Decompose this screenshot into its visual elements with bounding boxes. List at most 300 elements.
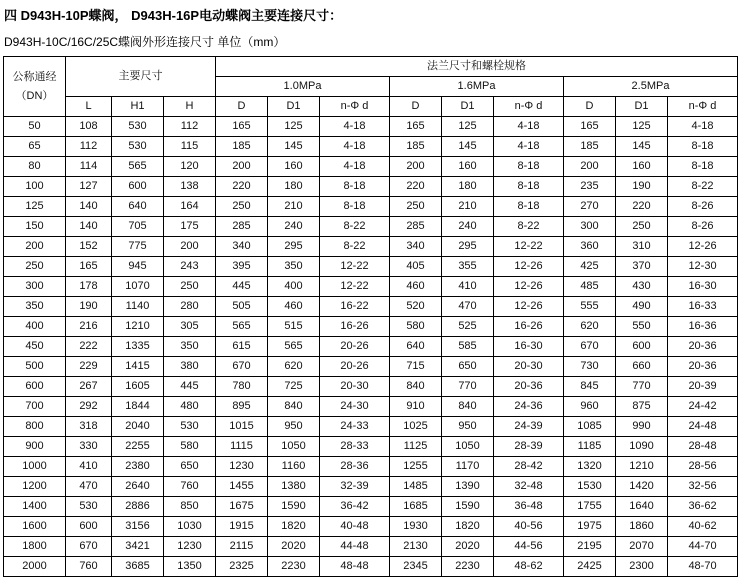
cell-nd-16: 20-36: [494, 377, 564, 397]
cell-H: 445: [164, 377, 216, 397]
cell-nd-16: 12-26: [494, 257, 564, 277]
cell-L: 530: [66, 497, 112, 517]
cell-nd-10: 12-22: [320, 257, 390, 277]
cell-nd-25: 32-56: [668, 477, 738, 497]
cell-D1-16: 1170: [442, 457, 494, 477]
cell-D-25: 1085: [564, 417, 616, 437]
cell-L: 114: [66, 157, 112, 177]
header-flange-group: 法兰尺寸和螺栓规格: [216, 57, 738, 77]
table-row: [4, 437, 738, 457]
cell-D1-16: 470: [442, 297, 494, 317]
cell-D1-16: 1590: [442, 497, 494, 517]
cell-D-25: 270: [564, 197, 616, 217]
table-row: [4, 137, 738, 157]
cell-D-16: 840: [390, 377, 442, 397]
cell-L: 112: [66, 137, 112, 157]
table-row: [4, 197, 738, 217]
cell-D1-16: 160: [442, 157, 494, 177]
cell-D-10: 445: [216, 277, 268, 297]
cell-D-25: 2195: [564, 537, 616, 557]
table-row: [4, 177, 738, 197]
cell-D1-25: 2070: [616, 537, 668, 557]
cell-D1-16: 770: [442, 377, 494, 397]
cell-H1: 2640: [112, 477, 164, 497]
cell-H: 650: [164, 457, 216, 477]
cell-D1-16: 125: [442, 117, 494, 137]
cell-nd-25: 12-26: [668, 237, 738, 257]
cell-D1-16: 2230: [442, 557, 494, 577]
cell-nd-25: 12-30: [668, 257, 738, 277]
cell-D-10: 285: [216, 217, 268, 237]
cell-D1-16: 2020: [442, 537, 494, 557]
cell-nd-10: 16-26: [320, 317, 390, 337]
cell-D-25: 2425: [564, 557, 616, 577]
table-row: [4, 377, 738, 397]
cell-D-25: 670: [564, 337, 616, 357]
cell-dn: 500: [4, 357, 66, 377]
cell-nd-16: 16-30: [494, 337, 564, 357]
cell-dn: 800: [4, 417, 66, 437]
cell-D-10: 780: [216, 377, 268, 397]
header-dn: [4, 57, 66, 117]
cell-nd-25: 8-26: [668, 197, 738, 217]
cell-dn: 80: [4, 157, 66, 177]
cell-H1: 1140: [112, 297, 164, 317]
cell-D1-25: 1090: [616, 437, 668, 457]
cell-L: 229: [66, 357, 112, 377]
cell-nd-25: 16-30: [668, 277, 738, 297]
cell-D1-10: 565: [268, 337, 320, 357]
cell-D-10: 1915: [216, 517, 268, 537]
cell-L: 318: [66, 417, 112, 437]
cell-dn: 1800: [4, 537, 66, 557]
cell-D-25: 1185: [564, 437, 616, 457]
table-row: [4, 417, 738, 437]
cell-H1: 3685: [112, 557, 164, 577]
table-row: [4, 117, 738, 137]
cell-D-10: 165: [216, 117, 268, 137]
cell-D-16: 220: [390, 177, 442, 197]
cell-D1-16: 180: [442, 177, 494, 197]
cell-nd-10: 24-33: [320, 417, 390, 437]
cell-nd-25: 40-62: [668, 517, 738, 537]
cell-dn: 125: [4, 197, 66, 217]
cell-H1: 1335: [112, 337, 164, 357]
cell-L: 760: [66, 557, 112, 577]
cell-D-16: 1485: [390, 477, 442, 497]
header-pressure-1.6: 1.6MPa: [390, 77, 564, 97]
cell-D-25: 1755: [564, 497, 616, 517]
cell-D-10: 1455: [216, 477, 268, 497]
cell-D1-16: 240: [442, 217, 494, 237]
cell-nd-10: 28-33: [320, 437, 390, 457]
cell-D1-25: 370: [616, 257, 668, 277]
cell-D-10: 2325: [216, 557, 268, 577]
table-row: [4, 297, 738, 317]
cell-D1-16: 355: [442, 257, 494, 277]
cell-D-10: 615: [216, 337, 268, 357]
cell-L: 216: [66, 317, 112, 337]
cell-H: 580: [164, 437, 216, 457]
cell-D-25: 1530: [564, 477, 616, 497]
cell-D-16: 910: [390, 397, 442, 417]
cell-nd-25: 8-22: [668, 177, 738, 197]
cell-dn: 300: [4, 277, 66, 297]
cell-D-25: 300: [564, 217, 616, 237]
page-title: 四 D943H-10P蝶阀， D943H-16P电动蝶阀主要连接尺寸：: [4, 8, 343, 23]
cell-D-10: 1675: [216, 497, 268, 517]
table-row: [4, 157, 738, 177]
cell-nd-25: 48-70: [668, 557, 738, 577]
header-col-H1: H1: [112, 97, 164, 117]
cell-nd-16: 12-26: [494, 297, 564, 317]
cell-nd-25: 8-18: [668, 157, 738, 177]
cell-D1-10: 2230: [268, 557, 320, 577]
cell-dn: 450: [4, 337, 66, 357]
cell-nd-25: 4-18: [668, 117, 738, 137]
cell-nd-10: 16-22: [320, 297, 390, 317]
cell-H1: 530: [112, 117, 164, 137]
cell-D1-16: 950: [442, 417, 494, 437]
header-col-D-10: D: [216, 97, 268, 117]
cell-H1: 600: [112, 177, 164, 197]
cell-H1: 1210: [112, 317, 164, 337]
cell-nd-25: 20-36: [668, 337, 738, 357]
cell-nd-16: 16-26: [494, 317, 564, 337]
table-row: [4, 357, 738, 377]
cell-D-25: 1975: [564, 517, 616, 537]
cell-D1-16: 650: [442, 357, 494, 377]
cell-L: 470: [66, 477, 112, 497]
cell-nd-10: 20-26: [320, 337, 390, 357]
cell-D-10: 340: [216, 237, 268, 257]
cell-D1-25: 430: [616, 277, 668, 297]
cell-D1-10: 2020: [268, 537, 320, 557]
cell-H1: 1415: [112, 357, 164, 377]
cell-H1: 2255: [112, 437, 164, 457]
cell-D1-10: 1160: [268, 457, 320, 477]
cell-nd-25: 24-42: [668, 397, 738, 417]
header-col-D1-16: D1: [442, 97, 494, 117]
cell-dn: 200: [4, 237, 66, 257]
table-row: [4, 337, 738, 357]
header-col-L: L: [66, 97, 112, 117]
table-row: [4, 497, 738, 517]
cell-dn: 1200: [4, 477, 66, 497]
cell-D-16: 250: [390, 197, 442, 217]
cell-D1-25: 550: [616, 317, 668, 337]
cell-H1: 1605: [112, 377, 164, 397]
table-row: [4, 257, 738, 277]
cell-L: 222: [66, 337, 112, 357]
table-row: [4, 217, 738, 237]
cell-nd-16: 24-39: [494, 417, 564, 437]
cell-D-16: 460: [390, 277, 442, 297]
cell-D-10: 1230: [216, 457, 268, 477]
dimensions-table: [3, 56, 738, 577]
cell-D1-16: 295: [442, 237, 494, 257]
cell-D1-10: 515: [268, 317, 320, 337]
cell-L: 330: [66, 437, 112, 457]
cell-nd-16: 28-42: [494, 457, 564, 477]
cell-D1-10: 725: [268, 377, 320, 397]
cell-nd-16: 8-22: [494, 217, 564, 237]
table-row: [4, 277, 738, 297]
cell-nd-10: 4-18: [320, 137, 390, 157]
cell-H1: 530: [112, 137, 164, 157]
cell-nd-16: 40-56: [494, 517, 564, 537]
cell-nd-25: 20-36: [668, 357, 738, 377]
cell-D-25: 845: [564, 377, 616, 397]
cell-dn: 400: [4, 317, 66, 337]
cell-D1-10: 295: [268, 237, 320, 257]
cell-nd-16: 36-48: [494, 497, 564, 517]
cell-dn: 50: [4, 117, 66, 137]
cell-dn: 1600: [4, 517, 66, 537]
cell-H: 530: [164, 417, 216, 437]
cell-nd-25: 44-70: [668, 537, 738, 557]
cell-dn: 1400: [4, 497, 66, 517]
cell-D1-10: 1380: [268, 477, 320, 497]
cell-H: 115: [164, 137, 216, 157]
header-col-nd-16: n-Φ d: [494, 97, 564, 117]
cell-nd-16: 32-48: [494, 477, 564, 497]
table-row: [4, 457, 738, 477]
cell-D1-10: 840: [268, 397, 320, 417]
cell-H1: 2040: [112, 417, 164, 437]
cell-D-25: 360: [564, 237, 616, 257]
cell-dn: 350: [4, 297, 66, 317]
cell-nd-16: 44-56: [494, 537, 564, 557]
cell-nd-16: 12-26: [494, 277, 564, 297]
cell-H: 200: [164, 237, 216, 257]
cell-D1-25: 2300: [616, 557, 668, 577]
cell-D1-25: 160: [616, 157, 668, 177]
cell-D1-10: 400: [268, 277, 320, 297]
cell-L: 600: [66, 517, 112, 537]
cell-D-16: 1685: [390, 497, 442, 517]
cell-D1-25: 190: [616, 177, 668, 197]
cell-H1: 1844: [112, 397, 164, 417]
header-col-nd-25: n-Φ d: [668, 97, 738, 117]
cell-H: 1350: [164, 557, 216, 577]
cell-H1: 640: [112, 197, 164, 217]
cell-D1-10: 620: [268, 357, 320, 377]
cell-D-25: 185: [564, 137, 616, 157]
cell-D-25: 485: [564, 277, 616, 297]
cell-D-10: 250: [216, 197, 268, 217]
cell-nd-25: 8-18: [668, 137, 738, 157]
cell-D-16: 1930: [390, 517, 442, 537]
cell-D-16: 340: [390, 237, 442, 257]
cell-nd-16: 4-18: [494, 117, 564, 137]
cell-D-10: 670: [216, 357, 268, 377]
cell-H: 480: [164, 397, 216, 417]
cell-D-10: 895: [216, 397, 268, 417]
cell-D-16: 715: [390, 357, 442, 377]
cell-D1-25: 125: [616, 117, 668, 137]
cell-D1-10: 125: [268, 117, 320, 137]
cell-D-16: 2130: [390, 537, 442, 557]
cell-D1-10: 1590: [268, 497, 320, 517]
cell-H: 175: [164, 217, 216, 237]
cell-D-10: 505: [216, 297, 268, 317]
cell-dn: 600: [4, 377, 66, 397]
cell-dn: 250: [4, 257, 66, 277]
cell-H1: 3421: [112, 537, 164, 557]
cell-H: 1230: [164, 537, 216, 557]
cell-D-25: 235: [564, 177, 616, 197]
cell-D1-16: 840: [442, 397, 494, 417]
cell-D-16: 285: [390, 217, 442, 237]
cell-nd-16: 48-62: [494, 557, 564, 577]
cell-D-10: 1115: [216, 437, 268, 457]
cell-D1-16: 1050: [442, 437, 494, 457]
cell-D-10: 200: [216, 157, 268, 177]
cell-D1-16: 410: [442, 277, 494, 297]
cell-dn: 65: [4, 137, 66, 157]
cell-nd-10: 4-18: [320, 157, 390, 177]
cell-D-25: 165: [564, 117, 616, 137]
cell-D1-25: 1210: [616, 457, 668, 477]
cell-D-16: 520: [390, 297, 442, 317]
cell-nd-10: 20-30: [320, 377, 390, 397]
cell-H1: 2380: [112, 457, 164, 477]
cell-D-25: 425: [564, 257, 616, 277]
cell-L: 190: [66, 297, 112, 317]
table-row: [4, 317, 738, 337]
cell-dn: 1000: [4, 457, 66, 477]
cell-H: 120: [164, 157, 216, 177]
table-row: [4, 557, 738, 577]
cell-nd-25: 16-33: [668, 297, 738, 317]
cell-nd-25: 28-56: [668, 457, 738, 477]
cell-D-16: 1125: [390, 437, 442, 457]
cell-D-25: 1320: [564, 457, 616, 477]
cell-D1-10: 210: [268, 197, 320, 217]
cell-nd-10: 8-18: [320, 177, 390, 197]
cell-D-25: 620: [564, 317, 616, 337]
cell-D-16: 580: [390, 317, 442, 337]
cell-H: 138: [164, 177, 216, 197]
cell-D-16: 200: [390, 157, 442, 177]
cell-H: 1030: [164, 517, 216, 537]
cell-L: 127: [66, 177, 112, 197]
cell-H1: 1070: [112, 277, 164, 297]
cell-nd-16: 20-30: [494, 357, 564, 377]
cell-D1-16: 1820: [442, 517, 494, 537]
cell-D1-10: 350: [268, 257, 320, 277]
header-col-D-16: D: [390, 97, 442, 117]
cell-nd-25: 36-62: [668, 497, 738, 517]
cell-D-10: 220: [216, 177, 268, 197]
cell-H1: 565: [112, 157, 164, 177]
cell-nd-10: 28-36: [320, 457, 390, 477]
cell-H1: 775: [112, 237, 164, 257]
cell-D1-10: 145: [268, 137, 320, 157]
cell-D1-10: 160: [268, 157, 320, 177]
cell-D-25: 960: [564, 397, 616, 417]
header-main-dims: 主要尺寸: [66, 57, 216, 97]
page-subtitle: D943H-10C/16C/25C蝶阀外形连接尺寸 单位（mm）: [4, 35, 286, 49]
cell-D1-25: 875: [616, 397, 668, 417]
cell-D1-10: 1050: [268, 437, 320, 457]
cell-D1-10: 180: [268, 177, 320, 197]
cell-H1: 3156: [112, 517, 164, 537]
cell-nd-16: 8-18: [494, 157, 564, 177]
cell-nd-16: 4-18: [494, 137, 564, 157]
cell-dn: 700: [4, 397, 66, 417]
table-body: [4, 117, 738, 577]
cell-nd-16: 28-39: [494, 437, 564, 457]
cell-nd-16: 8-18: [494, 197, 564, 217]
cell-nd-10: 20-26: [320, 357, 390, 377]
header-col-nd-10: n-Φ d: [320, 97, 390, 117]
cell-nd-10: 4-18: [320, 117, 390, 137]
cell-L: 410: [66, 457, 112, 477]
cell-D-16: 165: [390, 117, 442, 137]
cell-H: 380: [164, 357, 216, 377]
header-row-3: [4, 97, 738, 117]
cell-D1-10: 240: [268, 217, 320, 237]
table-row: [4, 477, 738, 497]
cell-dn: 150: [4, 217, 66, 237]
cell-nd-16: 12-22: [494, 237, 564, 257]
table-row: [4, 537, 738, 557]
cell-D1-25: 770: [616, 377, 668, 397]
cell-D1-10: 950: [268, 417, 320, 437]
cell-nd-16: 24-36: [494, 397, 564, 417]
cell-nd-10: 44-48: [320, 537, 390, 557]
cell-D-10: 565: [216, 317, 268, 337]
header-col-H: H: [164, 97, 216, 117]
cell-dn: 100: [4, 177, 66, 197]
cell-L: 165: [66, 257, 112, 277]
cell-D-25: 200: [564, 157, 616, 177]
cell-D-10: 2115: [216, 537, 268, 557]
cell-H1: 705: [112, 217, 164, 237]
cell-nd-10: 40-48: [320, 517, 390, 537]
cell-L: 152: [66, 237, 112, 257]
cell-H: 243: [164, 257, 216, 277]
cell-D1-25: 1420: [616, 477, 668, 497]
cell-dn: 900: [4, 437, 66, 457]
cell-D1-10: 460: [268, 297, 320, 317]
cell-nd-10: 12-22: [320, 277, 390, 297]
header-dn-line2: （DN）: [15, 89, 54, 102]
cell-D1-16: 210: [442, 197, 494, 217]
cell-H: 850: [164, 497, 216, 517]
cell-D1-25: 310: [616, 237, 668, 257]
header-col-D-25: D: [564, 97, 616, 117]
cell-D-16: 405: [390, 257, 442, 277]
cell-D1-25: 220: [616, 197, 668, 217]
cell-D1-16: 525: [442, 317, 494, 337]
header-pressure-2.5: 2.5MPa: [564, 77, 738, 97]
cell-D1-25: 600: [616, 337, 668, 357]
cell-nd-16: 8-18: [494, 177, 564, 197]
cell-L: 267: [66, 377, 112, 397]
cell-nd-10: 48-48: [320, 557, 390, 577]
cell-nd-10: 36-42: [320, 497, 390, 517]
cell-nd-10: 8-18: [320, 197, 390, 217]
cell-D-16: 1025: [390, 417, 442, 437]
cell-D-16: 640: [390, 337, 442, 357]
cell-D-10: 395: [216, 257, 268, 277]
cell-nd-10: 32-39: [320, 477, 390, 497]
cell-dn: 2000: [4, 557, 66, 577]
cell-D-16: 2345: [390, 557, 442, 577]
